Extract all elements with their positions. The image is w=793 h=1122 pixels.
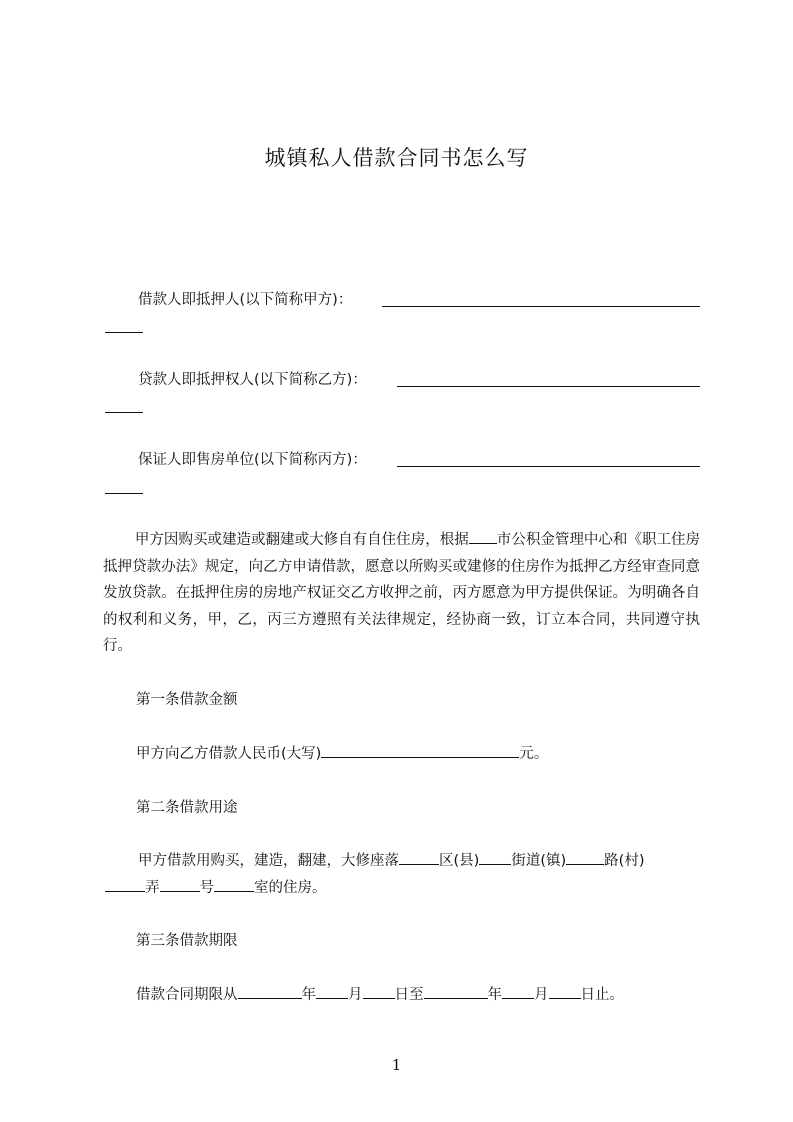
party-a-label: 借款人即抵押人(以下简称甲方)： (138, 292, 353, 308)
article-2-text-2: 区(县) (439, 853, 480, 869)
document-title: 城镇私人借款合同书怎么写 (264, 146, 529, 170)
party-a-blank-continued (105, 332, 143, 333)
start-year-blank (238, 983, 302, 999)
lane-blank (105, 876, 145, 892)
end-month-blank (502, 983, 534, 999)
amount-blank (321, 742, 519, 758)
party-b-blank (397, 386, 700, 387)
article-2-text-4: 路(村) (604, 853, 645, 869)
district-blank (399, 849, 439, 865)
article-3-text (136, 982, 624, 1008)
article-3-text-1: 借款合同期限从 (136, 987, 238, 1003)
room-blank (214, 876, 254, 892)
article-2-heading: 第二条借款用途 (136, 800, 238, 816)
article-2-line-1 (138, 848, 644, 874)
article-3-text-4: 日至 (394, 987, 424, 1003)
article-1-text-after: 元。 (519, 746, 549, 762)
party-c-blank-continued (105, 493, 143, 494)
article-2-text-3: 街道(镇) (511, 853, 567, 869)
article-2-line-2 (105, 875, 327, 901)
start-month-blank (316, 983, 348, 999)
article-1-heading: 第一条借款金额 (136, 692, 238, 708)
article-3-heading: 第三条借款期限 (136, 933, 238, 949)
article-3-text-6: 月 (534, 987, 549, 1003)
party-b-line (138, 367, 367, 393)
party-c-blank (397, 466, 700, 467)
article-1-text-before: 甲方向乙方借款人民币(大写) (136, 746, 322, 762)
intro-text-1: 甲方因购买或建造或翻建或大修自有自住住房，根据 (134, 532, 469, 548)
page-number: 1 (391, 1056, 402, 1074)
party-a-blank (382, 306, 700, 307)
end-year-blank (424, 983, 488, 999)
intro-paragraph (103, 527, 700, 660)
article-3-text-5: 年 (487, 987, 502, 1003)
city-blank (469, 528, 497, 544)
party-b-label: 贷款人即抵押权人(以下简称乙方)： (138, 372, 367, 388)
article-1-text (136, 741, 548, 767)
party-b-blank-continued (105, 412, 143, 413)
article-2-text-5: 弄 (145, 880, 160, 896)
article-3-text-7: 日止。 (580, 987, 624, 1003)
article-3-text-2: 年 (301, 987, 316, 1003)
article-2-text-7: 室的住房。 (254, 880, 327, 896)
article-2-text-6: 号 (199, 880, 214, 896)
road-blank (566, 849, 604, 865)
intro-text-2: 市公积金管理中心和《职工住房抵押贷款办法》规定，向乙方申请借款，愿意以所购买或建修的住房作为抵押乙方经审查同意发放贷款。在抵押住房的房地产权证交乙方收押之前，丙方愿意为甲方提供保证。为明确各自的权利和义务，甲，乙，丙三方遵照有关法律规定，经协商一致，订立本合同，共同遵守执行。 (103, 532, 701, 654)
party-a-line (138, 287, 352, 313)
start-day-blank (363, 983, 395, 999)
party-c-label: 保证人即售房单位(以下简称丙方)： (138, 452, 367, 468)
end-day-blank (549, 983, 581, 999)
street-blank (479, 849, 511, 865)
party-c-line (138, 447, 367, 473)
article-3-text-3: 月 (348, 987, 363, 1003)
number-blank (160, 876, 200, 892)
article-2-text-1: 甲方借款用购买，建造，翻建，大修座落 (138, 853, 399, 869)
